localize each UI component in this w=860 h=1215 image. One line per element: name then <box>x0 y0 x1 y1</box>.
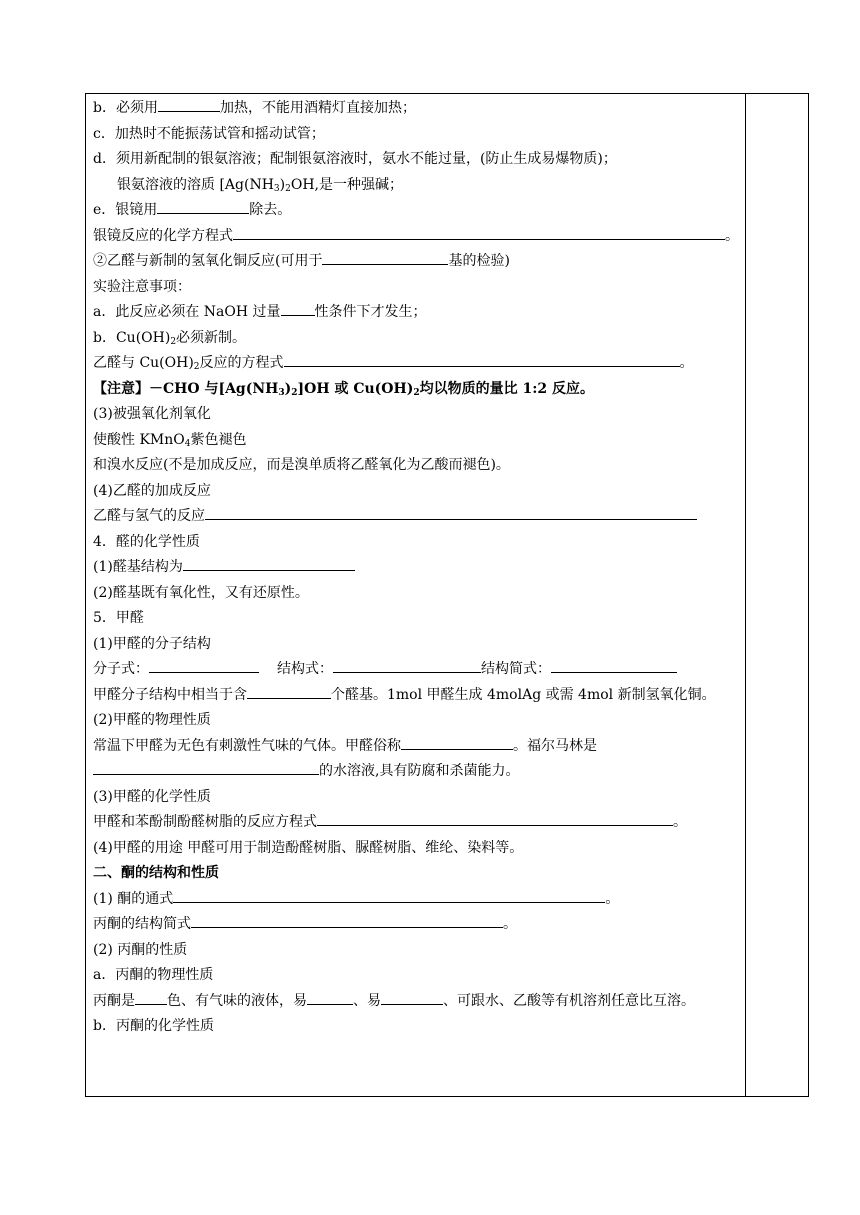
line-d-fresh: d．须用新配制的银氨溶液；配制银氨溶液时，氨水不能过量，(防止生成易爆物质)； <box>93 151 617 167</box>
blank-condition[interactable] <box>281 300 315 316</box>
line-redox: (2)醛基既有氧化性，又有还原性。 <box>93 584 309 601</box>
line-mol-struct: (1)甲醛的分子结构 <box>93 635 211 652</box>
line-formulas: 分子式： 结构式： 结构简式： <box>93 657 743 683</box>
line-ketone-general: (1) 酮的通式 。 <box>93 887 743 913</box>
line-b-cu: b．$Cu(OH)_2$必须新制。 <box>93 329 247 347</box>
line-c-heat: c．加热时不能振荡试管和摇动试管； <box>93 125 325 142</box>
line-acetone-desc: 丙酮是 色、有气味的液体，易 、易 、可跟水、乙酸等有机溶剂任意比互溶。 <box>93 989 743 1015</box>
line-b-silver: b．必须用 加热，不能用酒精灯直接加热； <box>93 96 743 122</box>
line-note: 【注意】－CHO 与$[Ag(NH_3)_2]OH$ 或 $Cu(OH)_2$均以物质的量比 1:2 反应。 <box>93 380 594 398</box>
blank-acetone-property-2[interactable] <box>381 989 443 1005</box>
column-divider <box>745 93 746 1097</box>
blank-condensed-formula[interactable] <box>551 657 677 673</box>
blank-group-structure[interactable] <box>183 555 355 571</box>
line-acetone-struct: 丙酮的结构简式 。 <box>93 912 743 938</box>
line-group: (1)醛基结构为 <box>93 555 743 581</box>
blank-h2-equation[interactable] <box>205 504 697 520</box>
line-cu-reaction: ②乙醛与新制的氢氧化铜反应(可用于 基的检验) <box>93 249 743 275</box>
blank-formalin[interactable] <box>93 759 319 775</box>
blank-acetone-property-1[interactable] <box>307 989 353 1005</box>
line-uses: (4)甲醛的用途 甲醛可用于制造酚醛树脂、脲醛树脂、维纶、染料等。 <box>93 839 524 856</box>
line-acetone-phys: a．丙酮的物理性质 <box>93 967 214 983</box>
blank-remove-agent[interactable] <box>157 198 249 214</box>
blank-structural-formula[interactable] <box>333 657 481 673</box>
line-phys: (2)甲醛的物理性质 <box>93 712 211 728</box>
blank-acetone-structure[interactable] <box>191 912 503 928</box>
line-a-naoh: a．此反应必须在 NaOH 过量 性条件下才发生； <box>93 300 743 326</box>
line-cu-equation: 乙醛与 $Cu(OH)_2$反应的方程式 。 <box>93 351 743 377</box>
line-acetone-chem: b．丙酮的化学性质 <box>93 1018 214 1034</box>
line-h2: 乙醛与氢气的反应 <box>93 504 743 530</box>
line-addition: (4)乙醛的加成反应 <box>93 482 211 499</box>
line-phenol: 甲醛和苯酚制酚醛树脂的反应方程式 。 <box>93 810 743 836</box>
line-oxidized: (3)被强氧化剂氧化 <box>93 406 211 422</box>
line-e-remove: e．银镜用 除去。 <box>93 198 743 224</box>
line-d-solute: 银氨溶液的溶质 [$Ag(NH_3)_2OH$,是一种强碱； <box>117 176 403 194</box>
blank-cu-equation[interactable] <box>284 351 680 367</box>
blank-heating-method[interactable] <box>158 96 220 112</box>
blank-molecular-formula[interactable] <box>149 657 259 673</box>
blank-group-test[interactable] <box>322 249 448 265</box>
blank-ketone-general[interactable] <box>173 887 605 903</box>
line-notes-title: 实验注意事项： <box>93 278 191 295</box>
line-equiv: 甲醛分子结构中相当于含 个醛基。1mol 甲醛生成 4molAg 或需 4mol 新制氢氧化铜。 <box>93 683 743 709</box>
line-formaldehyde: 5．甲醛 <box>93 610 144 626</box>
line-common: 常温下甲醛为无色有刺激性气味的气体。甲醛俗称 。福尔马林是 <box>93 734 743 760</box>
line-bromine: 和溴水反应(不是加成反应，而是溴单质将乙醛氧化为乙酸而褪色)。 <box>93 457 510 473</box>
blank-aldehyde-count[interactable] <box>247 683 331 699</box>
line-aldehyde-chem: 4．醛的化学性质 <box>93 533 200 550</box>
blank-common-name[interactable] <box>401 734 513 750</box>
blank-phenol-equation[interactable] <box>317 810 673 826</box>
line-formalin: 的水溶液,具有防腐和杀菌能力。 <box>93 759 743 785</box>
line-ketone-title: 二、酮的结构和性质 <box>93 865 219 881</box>
worksheet-content <box>93 96 743 1040</box>
line-chem: (3)甲醛的化学性质 <box>93 788 211 805</box>
blank-acetone-color[interactable] <box>135 989 167 1005</box>
line-acetone-prop: (2) 丙酮的性质 <box>93 941 188 958</box>
blank-silver-equation[interactable] <box>233 224 725 240</box>
line-silver-equation: 银镜反应的化学方程式 。 <box>93 224 743 250</box>
line-kmno4: 使酸性 KMnO$_4$紫色褪色 <box>93 431 247 449</box>
